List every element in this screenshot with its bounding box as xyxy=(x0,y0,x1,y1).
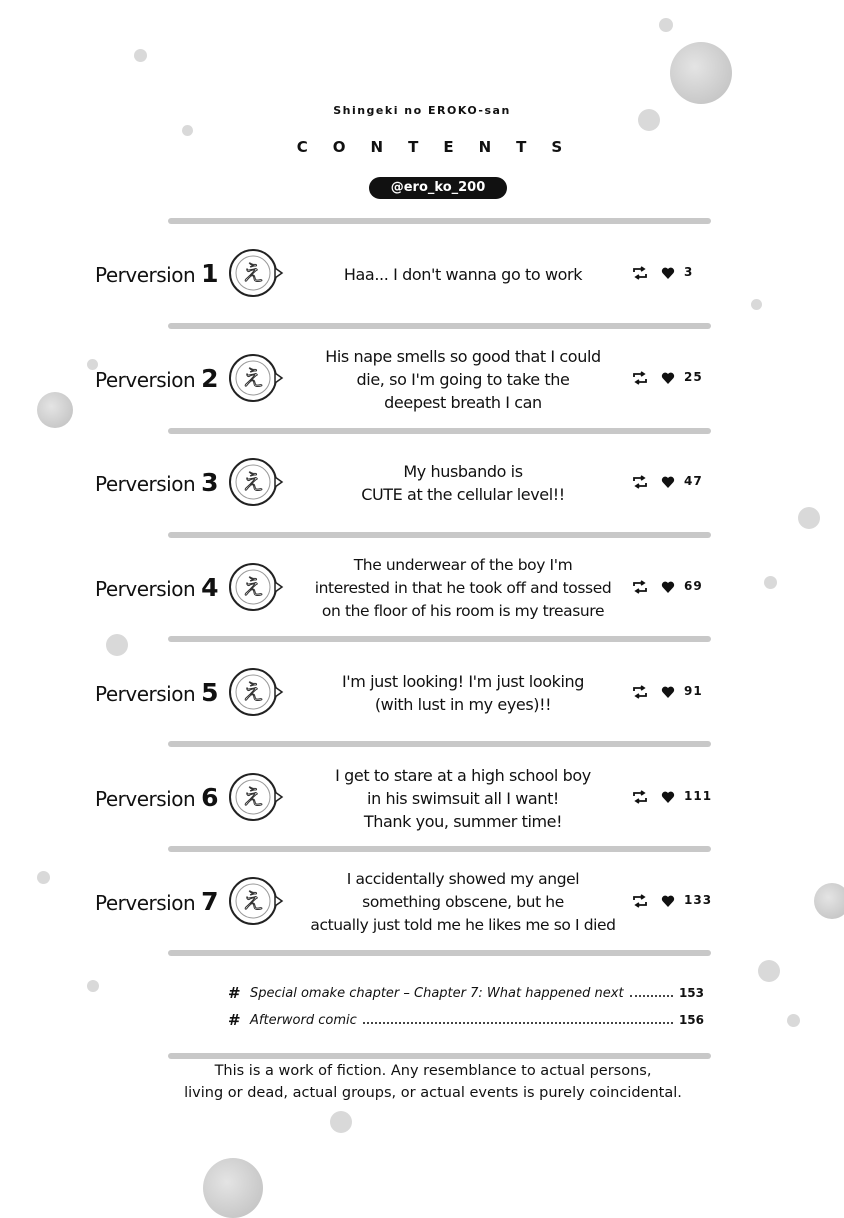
chapter-title: I accidentally showed my angel something obscene, but he actually just told me he likes me so I died xyxy=(310,869,616,934)
chapter-row[interactable] xyxy=(0,850,844,954)
twitter-handle-badge: @ero_ko_200 xyxy=(369,177,507,199)
chapter-label: Perversion 5 xyxy=(95,678,219,707)
like-count: 133 xyxy=(684,893,713,907)
retweet-icon xyxy=(632,266,648,280)
avatar-glyph: え xyxy=(241,576,265,601)
divider xyxy=(168,1053,711,1059)
decorative-dot xyxy=(87,980,99,992)
retweet-icon xyxy=(632,475,648,489)
heart-icon xyxy=(661,580,675,594)
decorative-dot xyxy=(134,49,147,62)
hash-mark: # xyxy=(228,984,241,1002)
decorative-dot xyxy=(670,42,732,104)
chapter-row[interactable] xyxy=(0,222,844,326)
chapter-title: My husbando is CUTE at the cellular level!! xyxy=(361,462,565,504)
chapter-number: 2 xyxy=(201,364,219,393)
avatar-icon xyxy=(227,768,285,826)
chapter-row[interactable] xyxy=(0,746,844,850)
chapter-title: Haa... I don't wanna go to work xyxy=(343,264,583,284)
dot-leader xyxy=(630,995,673,997)
retweet-icon xyxy=(632,580,648,594)
chapter-number: 6 xyxy=(201,783,219,812)
chapter-row[interactable] xyxy=(0,641,844,745)
hash-mark: # xyxy=(228,1011,241,1029)
chapter-label: Perversion 1 xyxy=(95,259,219,288)
page-number: 153 xyxy=(678,986,704,1000)
decorative-dot xyxy=(787,1014,800,1027)
series-title: Shingeki no EROKO-san xyxy=(333,104,511,117)
like-count: 91 xyxy=(684,684,703,698)
chapter-title: I get to stare at a high school boy in his swimsuit all I want! Thank you, summer time! xyxy=(335,765,591,831)
chapter-row[interactable] xyxy=(0,536,844,640)
chapter-number: 5 xyxy=(201,678,219,707)
page-number: 156 xyxy=(678,1013,704,1027)
like-count: 47 xyxy=(684,474,703,488)
chapter-title: The underwear of the boy I'm interested in that he took off and tossed on the floor of his room is my treasure xyxy=(314,555,612,620)
decorative-dot xyxy=(330,1111,352,1133)
chapter-label: Perversion 4 xyxy=(95,573,219,602)
extra-title: Afterword comic xyxy=(250,1012,357,1028)
heart-icon xyxy=(661,685,675,699)
decorative-dot xyxy=(659,18,673,32)
disclaimer: This is a work of fiction. Any resemblance to actual persons, living or dead, actual groups, or actual events is purely coincidental. xyxy=(184,1063,682,1101)
chapter-number: 3 xyxy=(201,468,219,497)
extra-title: Special omake chapter – Chapter 7: What happened next xyxy=(250,985,624,1001)
avatar-icon xyxy=(227,872,285,930)
chapter-label: Perversion 7 xyxy=(95,887,219,916)
chapter-title: His nape smells so good that I could die, so I'm going to take the deepest breath I can xyxy=(325,346,601,412)
retweet-icon xyxy=(632,790,648,804)
retweet-icon xyxy=(632,371,648,385)
chapter-number: 1 xyxy=(201,259,219,288)
heart-icon xyxy=(661,475,675,489)
retweet-icon xyxy=(632,894,648,908)
like-count: 69 xyxy=(684,579,703,593)
dot-leader xyxy=(363,1022,673,1024)
avatar-glyph: え xyxy=(241,471,265,496)
chapter-title: I'm just looking! I'm just looking (with lust in my eyes)!! xyxy=(341,672,585,714)
contents-heading: CONTENTS xyxy=(296,138,588,156)
extra-entry[interactable] xyxy=(228,982,704,1004)
avatar-glyph: え xyxy=(241,367,265,392)
avatar-glyph: え xyxy=(241,890,265,915)
like-count: 25 xyxy=(684,370,703,384)
decorative-dot xyxy=(758,960,780,982)
chapter-label: Perversion 2 xyxy=(95,364,219,393)
chapter-label: Perversion 3 xyxy=(95,468,219,497)
extra-entry[interactable] xyxy=(228,1009,704,1031)
chapter-row[interactable] xyxy=(0,431,844,535)
heart-icon xyxy=(661,266,675,280)
avatar-glyph: え xyxy=(241,786,265,811)
like-count: 111 xyxy=(684,789,713,803)
chapter-label: Perversion 6 xyxy=(95,783,219,812)
avatar-icon xyxy=(227,244,285,302)
avatar-icon xyxy=(227,558,285,616)
chapter-row[interactable] xyxy=(0,327,844,431)
avatar-icon xyxy=(227,453,285,511)
decorative-dot xyxy=(182,125,193,136)
heart-icon xyxy=(661,894,675,908)
chapter-number: 7 xyxy=(201,887,219,916)
like-count: 3 xyxy=(684,265,694,279)
heart-icon xyxy=(661,371,675,385)
avatar-icon xyxy=(227,663,285,721)
avatar-glyph: え xyxy=(241,681,265,706)
chapter-number: 4 xyxy=(201,573,219,602)
avatar-glyph: え xyxy=(241,262,265,287)
decorative-dot xyxy=(203,1158,263,1218)
avatar-icon xyxy=(227,349,285,407)
retweet-icon xyxy=(632,685,648,699)
heart-icon xyxy=(661,790,675,804)
